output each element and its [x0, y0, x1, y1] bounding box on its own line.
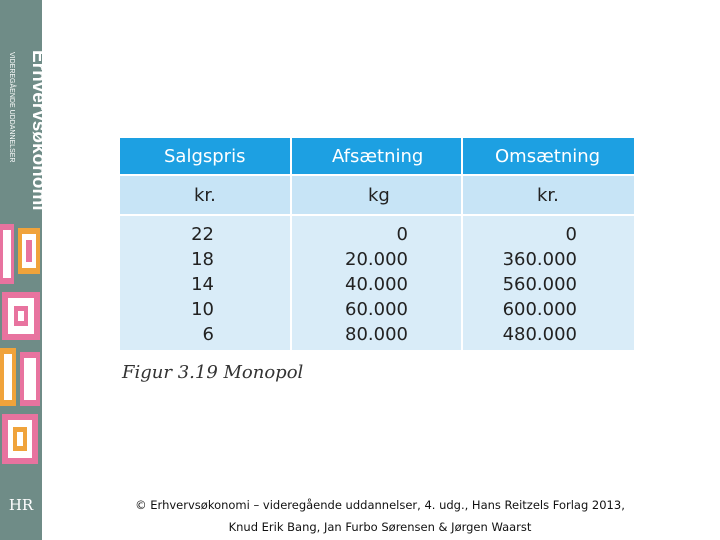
table-cell: 6 [202, 324, 214, 345]
table-cell: 22 [191, 224, 214, 245]
table-values-row [120, 215, 634, 350]
table-cell: 560.000 [502, 274, 577, 295]
table-cell: 480.000 [502, 324, 577, 345]
monopoly-table [120, 138, 634, 350]
table-header-row [120, 138, 634, 175]
header-omsaetning: Omsætning [462, 138, 634, 175]
table-cell: 40.000 [345, 274, 408, 295]
table-cell: 0 [396, 224, 408, 245]
table-cell: 14 [191, 274, 214, 295]
brand-subtitle: VIDEREGÅENDE UDDANNELSER [8, 52, 15, 163]
values-salgspris [120, 215, 291, 350]
publisher-logo [8, 492, 34, 518]
figure-caption: Figur 3.19 Monopol [122, 362, 304, 383]
values-afsaetning [291, 215, 462, 350]
footer-line-1: © Erhvervsøkonomi – videregående uddannelser, 4. udg., Hans Reitzels Forlag 2013, [135, 498, 625, 512]
table-unit-row [120, 175, 634, 215]
footer-line-2: Knud Erik Bang, Jan Furbo Sørensen & Jørgen Waarst [228, 520, 532, 534]
table-cell: 80.000 [345, 324, 408, 345]
values-omsaetning [462, 215, 634, 350]
publisher-logo-text: HR [8, 496, 34, 514]
unit-omsaetning: kr. [462, 175, 634, 215]
header-salgspris: Salgspris [120, 138, 291, 175]
decorative-pattern [0, 220, 42, 490]
header-afsaetning: Afsætning [291, 138, 462, 175]
table-cell: 18 [191, 249, 214, 270]
table-cell: 20.000 [345, 249, 408, 270]
data-table-container [120, 138, 634, 350]
sidebar [0, 0, 49, 540]
table-cell: 60.000 [345, 299, 408, 320]
unit-afsaetning: kg [291, 175, 462, 215]
brand-logo [4, 50, 49, 211]
table-cell: 600.000 [502, 299, 577, 320]
table-cell: 0 [565, 224, 577, 245]
brand-title: Erhvervsøkonomi [28, 50, 49, 211]
copyright-footer [100, 494, 660, 538]
table-cell: 360.000 [502, 249, 577, 270]
table-cell: 10 [191, 299, 214, 320]
unit-salgspris: kr. [120, 175, 291, 215]
